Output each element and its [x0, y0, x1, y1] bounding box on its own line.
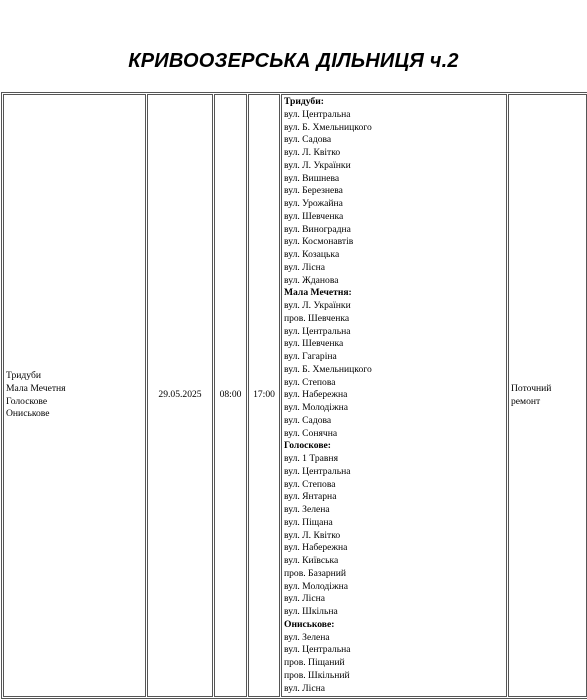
table-row	[3, 94, 587, 697]
street-item: вул. Лісна	[284, 593, 325, 605]
street-item: вул. Гагаріна	[284, 351, 337, 362]
page-title: КРИВООЗЕРСЬКА ДІЛЬНИЦЯ ч.2	[128, 50, 459, 72]
street-item: вул. Шевченка	[284, 210, 344, 222]
street-item: вул. Урожайна	[284, 198, 343, 209]
street-item: пров. Шевченка	[284, 312, 350, 324]
villages-cell	[3, 94, 146, 697]
street-item: вул. Центральна	[284, 108, 351, 120]
street-group-title: Мала Мечетня:	[284, 287, 352, 299]
street-item: вул. Піщана	[284, 516, 333, 528]
street-item: вул. Степова	[284, 478, 336, 490]
end-time-cell: 17:00	[248, 94, 280, 697]
streets-cell	[281, 94, 507, 697]
street-item: вул. Виноградна	[284, 223, 351, 235]
start-time-cell: 08:00	[214, 94, 247, 697]
street-item: вул. Козацька	[284, 249, 340, 260]
street-item: пров. Піщаний	[284, 657, 345, 668]
street-item: вул. Космонавтів	[284, 236, 354, 248]
street-item: вул. 1 Травня	[284, 453, 338, 464]
street-item: вул. Центральна	[284, 325, 351, 337]
street-item: вул. Шкільна	[284, 606, 338, 617]
street-item: вул. Центральна	[284, 644, 351, 656]
street-item: вул. Центральна	[284, 465, 351, 477]
street-item: вул. Л. Українки	[284, 159, 351, 171]
street-group-title: Тридуби:	[284, 96, 324, 107]
street-item: вул. Шевченка	[284, 338, 344, 350]
village-name: Голоскове	[6, 395, 48, 407]
street-item: пров. Шкільний	[284, 669, 350, 681]
village-name: Ониськове	[6, 408, 50, 420]
street-item: вул. Жданова	[284, 274, 339, 286]
street-item: вул. Степова	[284, 376, 336, 388]
street-item: вул. Зелена	[284, 504, 330, 515]
street-item: вул. Л. Квітко	[284, 147, 341, 158]
street-item: вул. Київська	[284, 555, 339, 566]
village-name: Тридуби	[6, 370, 41, 382]
street-item: вул. Лісна	[284, 261, 325, 273]
street-item: вул. Лісна	[284, 682, 325, 694]
outage-schedule-table	[1, 92, 587, 699]
reason-cell	[508, 94, 587, 697]
street-item: вул. Б. Хмельницкого	[284, 121, 372, 133]
street-item: вул. Сонячна	[284, 427, 338, 439]
reason-text: Поточний	[511, 382, 552, 394]
street-group-title: Ониськове:	[284, 618, 335, 630]
street-item: вул. Зелена	[284, 631, 330, 643]
street-item: вул. Березнева	[284, 185, 343, 197]
village-name: Мала Мечетня	[6, 382, 66, 394]
street-item: вул. Садова	[284, 134, 332, 146]
reason-text: ремонт	[511, 395, 541, 407]
street-item: вул. Молодіжна	[284, 580, 348, 592]
street-item: вул. Б. Хмельницкого	[284, 363, 372, 375]
street-item: вул. Набережна	[284, 542, 348, 554]
street-item: вул. Садова	[284, 414, 332, 426]
street-group-title: Голоскове:	[284, 440, 331, 452]
street-item: вул. Л. Українки	[284, 300, 351, 311]
street-item: вул. Янтарна	[284, 491, 337, 503]
date-cell: 29.05.2025	[147, 94, 213, 697]
street-item: вул. Л. Квітко	[284, 529, 341, 541]
street-item: вул. Вишнева	[284, 172, 340, 184]
street-item: вул. Набережна	[284, 389, 348, 401]
street-item: пров. Базарний	[284, 567, 347, 579]
street-item: вул. Молодіжна	[284, 402, 348, 413]
